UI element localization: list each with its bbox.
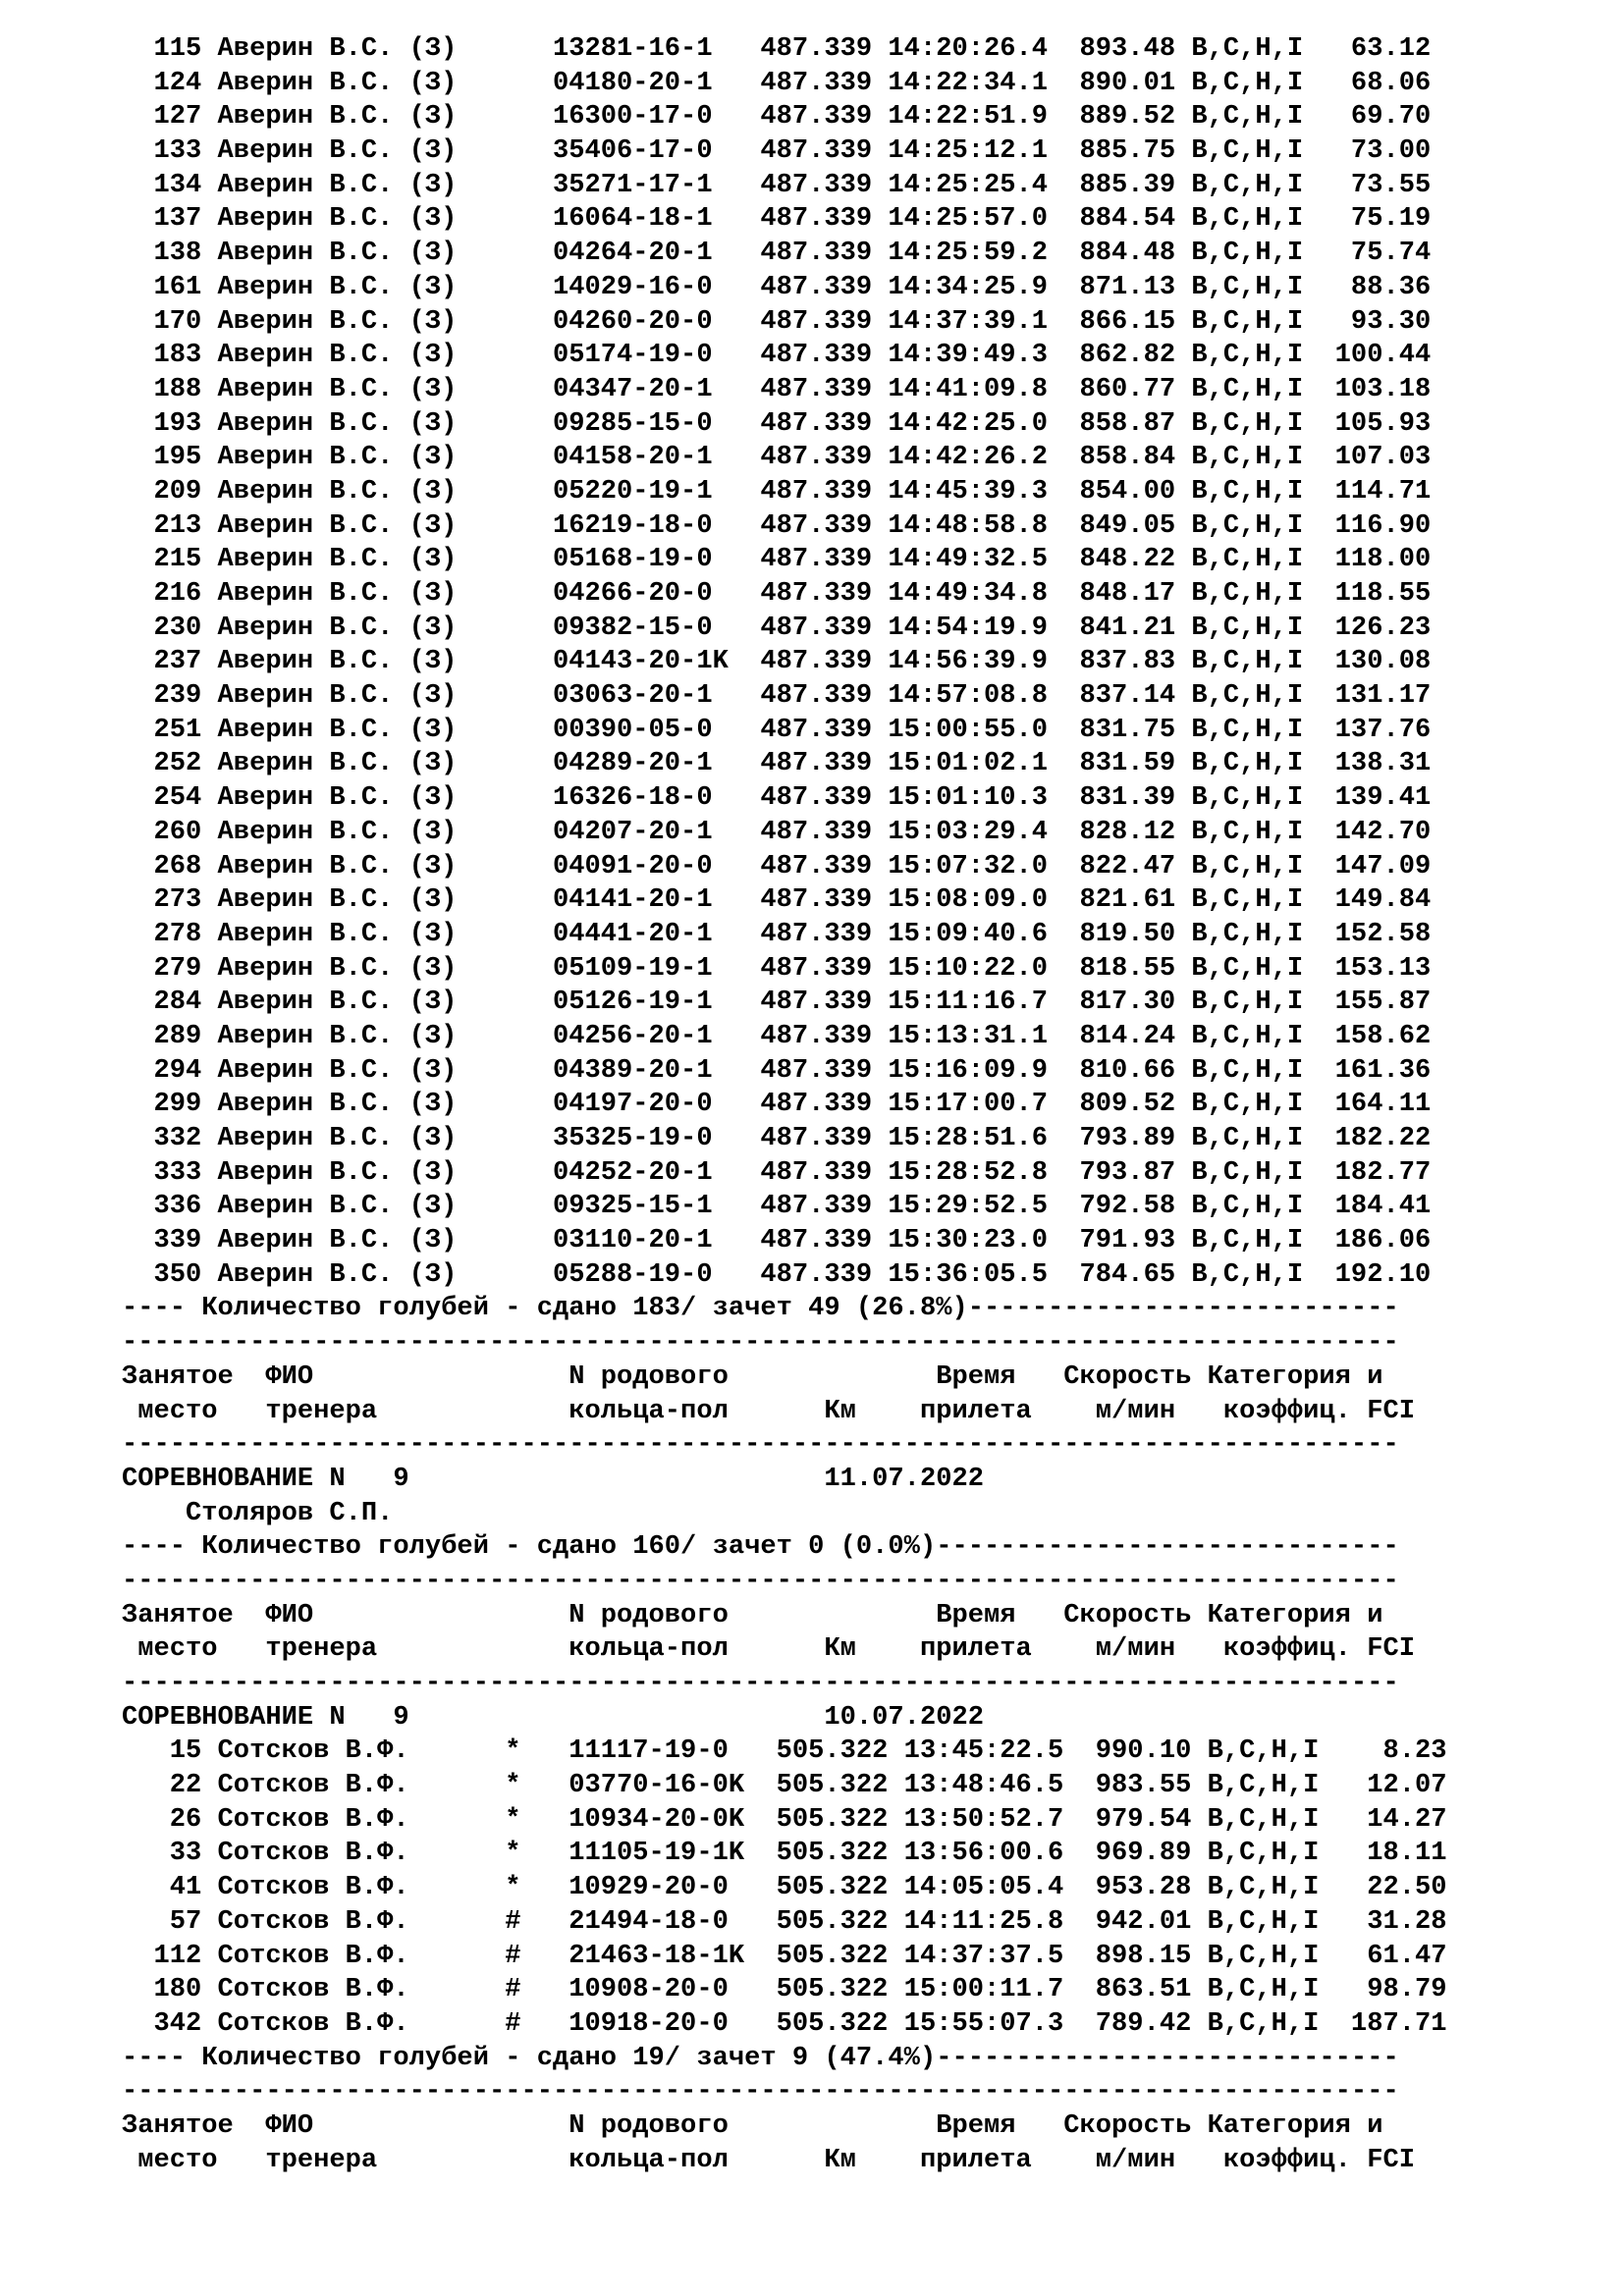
result-row: 336 Аверин В.С. (З) 09325-15-1 487.339 15:29:52.5 792.58 B,C,H,I 184.41 — [122, 1191, 1432, 1222]
result-row: 230 Аверин В.С. (З) 09382-15-0 487.339 14:54:19.9 841.21 B,C,H,I 126.23 — [122, 612, 1432, 643]
divider-line: -------------------------------------------------------------------------------- — [122, 1429, 1399, 1461]
result-row: 57 Сотсков В.Ф. # 21494-18-0 505.322 14:11:25.8 942.01 B,C,H,I 31.28 — [122, 1905, 1447, 1937]
result-row: 209 Аверин В.С. (З) 05220-19-1 487.339 14:45:39.3 854.00 B,C,H,I 114.71 — [122, 475, 1432, 507]
summary-line: ---- Количество голубей - сдано 183/ зачет 49 (26.8%)--------------------------- — [122, 1293, 1399, 1324]
result-row: 134 Аверин В.С. (З) 35271-17-1 487.339 14:25:25.4 885.39 B,C,H,I 73.55 — [122, 169, 1432, 200]
summary-line: ---- Количество голубей - сдано 19/ зачет 9 (47.4%)----------------------------- — [122, 2042, 1399, 2073]
summary-line: ---- Количество голубей - сдано 160/ зачет 0 (0.0%)----------------------------- — [122, 1531, 1399, 1563]
result-row: 268 Аверин В.С. (З) 04091-20-0 487.339 15:07:32.0 822.47 B,C,H,I 147.09 — [122, 850, 1432, 881]
results-document — [122, 32, 1447, 2177]
competition-heading: СОРЕВНОВАНИЕ N 9 11.07.2022 — [122, 1463, 984, 1494]
result-row: 294 Аверин В.С. (З) 04389-20-1 487.339 15:16:09.9 810.66 B,C,H,I 161.36 — [122, 1054, 1432, 1086]
result-row: 188 Аверин В.С. (З) 04347-20-1 487.339 14:41:09.8 860.77 B,C,H,I 103.18 — [122, 373, 1432, 404]
result-row: 215 Аверин В.С. (З) 05168-19-0 487.339 14:49:32.5 848.22 B,C,H,I 118.00 — [122, 544, 1432, 575]
divider-line: -------------------------------------------------------------------------------- — [122, 1327, 1399, 1359]
result-row: 115 Аверин В.С. (З) 13281-16-1 487.339 14:20:26.4 893.48 B,C,H,I 63.12 — [122, 33, 1432, 64]
trainer-name: Столяров С.П. — [122, 1497, 394, 1528]
result-row: 180 Сотсков В.Ф. # 10908-20-0 505.322 15:00:11.7 863.51 B,C,H,I 98.79 — [122, 1974, 1447, 2005]
table-header-row-1: Занятое ФИО N родового Время Скорость Категория и — [122, 1599, 1383, 1630]
result-row: 216 Аверин В.С. (З) 04266-20-0 487.339 14:49:34.8 848.17 B,C,H,I 118.55 — [122, 578, 1432, 609]
result-row: 41 Сотсков В.Ф. * 10929-20-0 505.322 14:05:05.4 953.28 B,C,H,I 22.50 — [122, 1872, 1447, 1903]
divider-line: -------------------------------------------------------------------------------- — [122, 2076, 1399, 2108]
result-row: 350 Аверин В.С. (З) 05288-19-0 487.339 15:36:05.5 784.65 B,C,H,I 192.10 — [122, 1258, 1432, 1290]
result-row: 15 Сотсков В.Ф. * 11117-19-0 505.322 13:45:22.5 990.10 B,C,H,I 8.23 — [122, 1735, 1447, 1767]
result-row: 339 Аверин В.С. (З) 03110-20-1 487.339 15:30:23.0 791.93 B,C,H,I 186.06 — [122, 1225, 1432, 1256]
result-row: 112 Сотсков В.Ф. # 21463-18-1K 505.322 14:37:37.5 898.15 B,C,H,I 61.47 — [122, 1940, 1447, 1971]
result-row: 193 Аверин В.С. (З) 09285-15-0 487.339 14:42:25.0 858.87 B,C,H,I 105.93 — [122, 407, 1432, 439]
result-row: 342 Сотсков В.Ф. # 10918-20-0 505.322 15:55:07.3 789.42 B,C,H,I 187.71 — [122, 2007, 1447, 2039]
table-header-row-2: место тренера кольца-пол Км прилета м/мин коэффиц. FCI — [122, 1395, 1415, 1426]
result-row: 239 Аверин В.С. (З) 03063-20-1 487.339 14:57:08.8 837.14 B,C,H,I 131.17 — [122, 680, 1432, 712]
result-row: 195 Аверин В.С. (З) 04158-20-1 487.339 14:42:26.2 858.84 B,C,H,I 107.03 — [122, 442, 1432, 473]
result-row: 237 Аверин В.С. (З) 04143-20-1K 487.339 14:56:39.9 837.83 B,C,H,I 130.08 — [122, 646, 1432, 677]
result-row: 133 Аверин В.С. (З) 35406-17-0 487.339 14:25:12.1 885.75 B,C,H,I 73.00 — [122, 135, 1432, 167]
result-row: 22 Сотсков В.Ф. * 03770-16-0K 505.322 13:48:46.5 983.55 B,C,H,I 12.07 — [122, 1770, 1447, 1801]
result-row: 289 Аверин В.С. (З) 04256-20-1 487.339 15:13:31.1 814.24 B,C,H,I 158.62 — [122, 1020, 1432, 1051]
table-header-row-1: Занятое ФИО N родового Время Скорость Категория и — [122, 2109, 1383, 2141]
result-row: 124 Аверин В.С. (З) 04180-20-1 487.339 14:22:34.1 890.01 B,C,H,I 68.06 — [122, 67, 1432, 98]
table-header-row-2: место тренера кольца-пол Км прилета м/мин коэффиц. FCI — [122, 1633, 1415, 1665]
result-row: 284 Аверин В.С. (З) 05126-19-1 487.339 15:11:16.7 817.30 B,C,H,I 155.87 — [122, 987, 1432, 1018]
divider-line: -------------------------------------------------------------------------------- — [122, 1668, 1399, 1698]
divider-line: -------------------------------------------------------------------------------- — [122, 1565, 1399, 1596]
result-row: 260 Аверин В.С. (З) 04207-20-1 487.339 15:03:29.4 828.12 B,C,H,I 142.70 — [122, 816, 1432, 847]
result-row: 213 Аверин В.С. (З) 16219-18-0 487.339 14:48:58.8 849.05 B,C,H,I 116.90 — [122, 509, 1432, 541]
competition-heading: СОРЕВНОВАНИЕ N 9 10.07.2022 — [122, 1701, 984, 1733]
result-row: 170 Аверин В.С. (З) 04260-20-0 487.339 14:37:39.1 866.15 B,C,H,I 93.30 — [122, 305, 1432, 337]
result-row: 273 Аверин В.С. (З) 04141-20-1 487.339 15:08:09.0 821.61 B,C,H,I 149.84 — [122, 884, 1432, 916]
table-header-row-2: место тренера кольца-пол Км прилета м/мин коэффиц. FCI — [122, 2144, 1415, 2175]
result-row: 138 Аверин В.С. (З) 04264-20-1 487.339 14:25:59.2 884.48 B,C,H,I 75.74 — [122, 238, 1432, 269]
result-row: 26 Сотсков В.Ф. * 10934-20-0K 505.322 13:50:52.7 979.54 B,C,H,I 14.27 — [122, 1803, 1447, 1835]
result-row: 127 Аверин В.С. (З) 16300-17-0 487.339 14:22:51.9 889.52 B,C,H,I 69.70 — [122, 101, 1432, 133]
result-row: 33 Сотсков В.Ф. * 11105-19-1K 505.322 13:56:00.6 969.89 B,C,H,I 18.11 — [122, 1838, 1447, 1869]
result-row: 254 Аверин В.С. (З) 16326-18-0 487.339 15:01:10.3 831.39 B,C,H,I 139.41 — [122, 782, 1432, 814]
result-row: 183 Аверин В.С. (З) 05174-19-0 487.339 14:39:49.3 862.82 B,C,H,I 100.44 — [122, 340, 1432, 371]
result-row: 299 Аверин В.С. (З) 04197-20-0 487.339 15:17:00.7 809.52 B,C,H,I 164.11 — [122, 1089, 1432, 1120]
result-row: 278 Аверин В.С. (З) 04441-20-1 487.339 15:09:40.6 819.50 B,C,H,I 152.58 — [122, 918, 1432, 949]
result-row: 332 Аверин В.С. (З) 35325-19-0 487.339 15:28:51.6 793.89 B,C,H,I 182.22 — [122, 1123, 1432, 1153]
result-row: 161 Аверин В.С. (З) 14029-16-0 487.339 14:34:25.9 871.13 B,C,H,I 88.36 — [122, 271, 1432, 302]
table-header-row-1: Занятое ФИО N родового Время Скорость Категория и — [122, 1361, 1383, 1392]
result-row: 252 Аверин В.С. (З) 04289-20-1 487.339 15:01:02.1 831.59 B,C,H,I 138.31 — [122, 748, 1432, 779]
result-row: 279 Аверин В.С. (З) 05109-19-1 487.339 15:10:22.0 818.55 B,C,H,I 153.13 — [122, 952, 1432, 984]
result-row: 251 Аверин В.С. (З) 00390-05-0 487.339 15:00:55.0 831.75 B,C,H,I 137.76 — [122, 714, 1432, 745]
result-row: 137 Аверин В.С. (З) 16064-18-1 487.339 14:25:57.0 884.54 B,C,H,I 75.19 — [122, 203, 1432, 235]
result-row: 333 Аверин В.С. (З) 04252-20-1 487.339 15:28:52.8 793.87 B,C,H,I 182.77 — [122, 1156, 1432, 1188]
